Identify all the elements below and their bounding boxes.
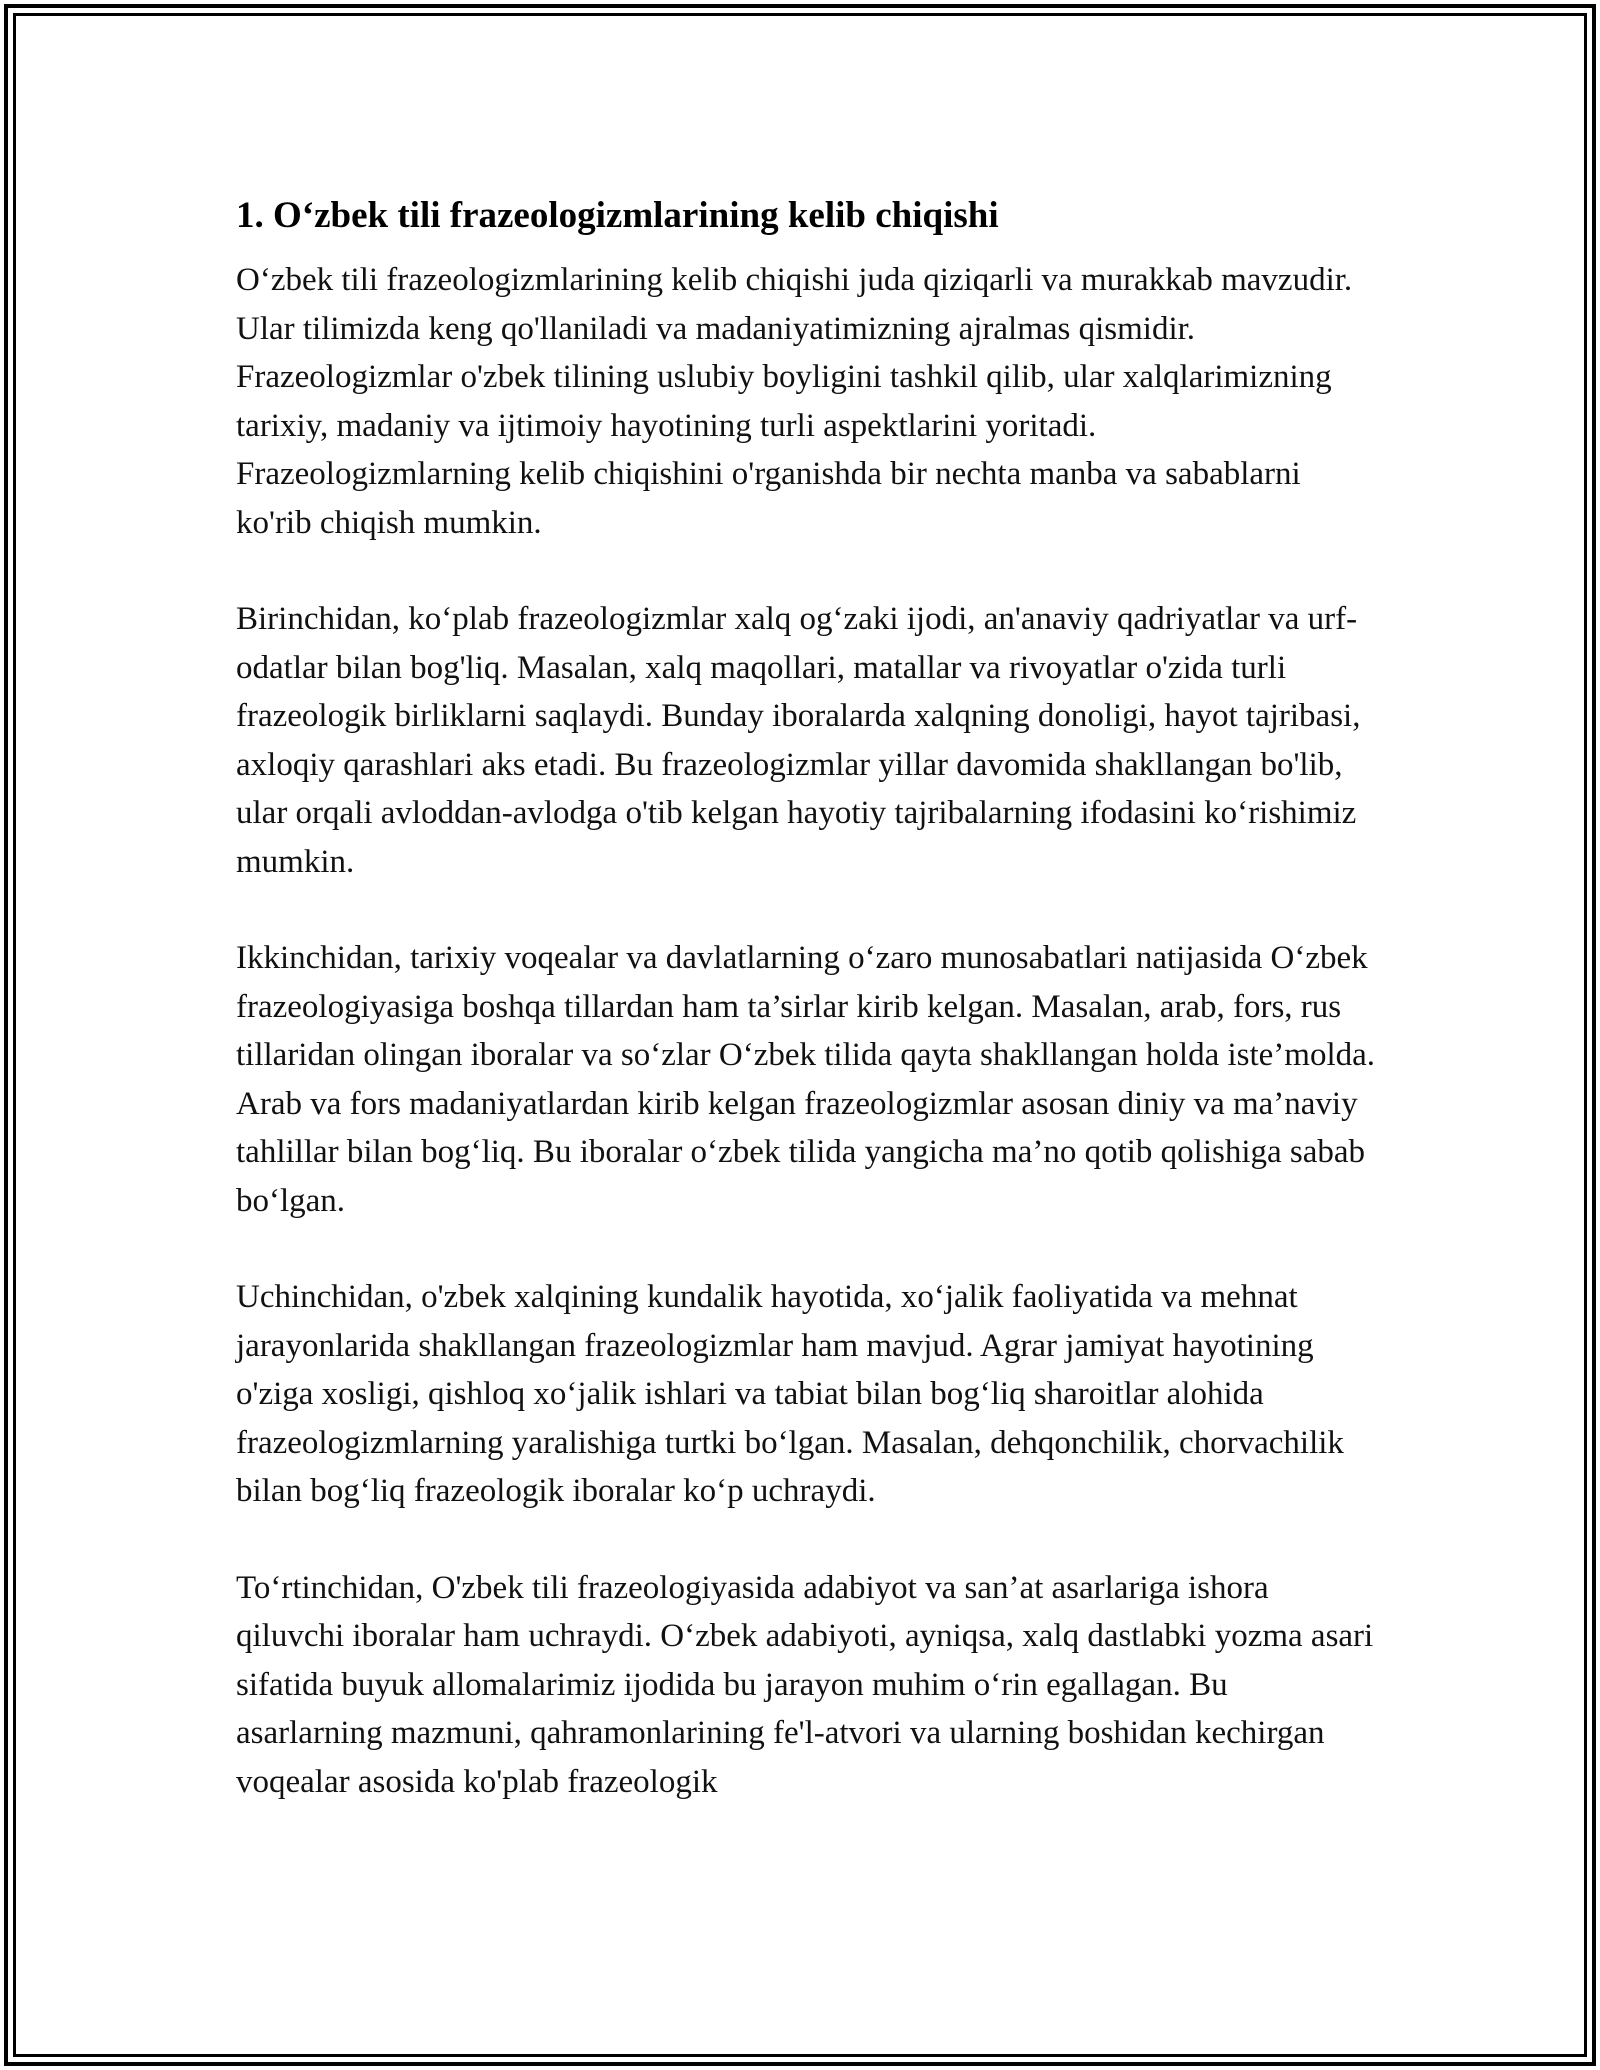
section-heading: 1. O‘zbek tili frazeologizmlarining kelib chiqishi xyxy=(236,195,999,236)
paragraph-third-point: Uchinchidan, o'zbek xalqining kundalik hayotida, xo‘jalik faoliyatida va mehnat jarayonlarida shakllangan frazeologizmlar ham mavjud. Agrar jamiyat hayotining o'ziga xosligi, qishloq xo‘jalik ishlari va tabiat bilan bog‘liq sharoitlar alohida frazeologizmlarning yaralishiga turtki bo‘lgan. Masalan, dehqonchilik, chorvachilik bilan bog‘liq frazeologik iboralar ko‘p uchraydi. xyxy=(236,1279,1344,1509)
paragraph-fourth-point: To‘rtinchidan, O'zbek tili frazeologiyasida adabiyot va san’at asarlariga ishora qiluvchi iboralar ham uchraydi. O‘zbek adabiyoti, ayniqsa, xalq dastlabki yozma asari sifatida buyuk allomalarimiz ijodida bu jarayon muhim o‘rin egallagan. Bu asarlarning mazmuni, qahramonlarining fe'l-atvori va ularning boshidan kechirgan voqealar asosida ko'plab frazeologik xyxy=(236,1569,1374,1800)
paragraph-first-point: Birinchidan, ko‘plab frazeologizmlar xalq og‘zaki ijodi, an'anaviy qadriyatlar va urf-odatlar bilan bog'liq. Masalan, xalq maqollari, matallar va rivoyatlar o'zida turli frazeologik birliklarni saqlaydi. Bunday iboralarda xalqning donoligi, hayot tajribasi, axloqiy qarashlari aks etadi. Bu frazeologizmlar yillar davomida shakllangan bo'lib, ular orqali avloddan-avlodga o'tib kelgan hayotiy tajribalarning ifodasini ko‘rishimiz mumkin. xyxy=(236,601,1361,880)
document-body xyxy=(236,188,1376,1806)
paragraph-second-point: Ikkinchidan, tarixiy voqealar va davlatlarning o‘zaro munosabatlari natijasida O‘zbek frazeologiyasiga boshqa tillardan ham ta’sirlar kirib kelgan. Masalan, arab, fors, rus tillaridan olingan iboralar va so‘zlar O‘zbek tilida qayta shakllangan holda iste’molda. Arab va fors madaniyatlardan kirib kelgan frazeologizmlar asosan diniy va ma’naviy tahlillar bilan bog‘liq. Bu iboralar o‘zbek tilida yangicha ma’no qotib qolishiga sabab bo‘lgan. xyxy=(236,940,1376,1219)
paragraph-intro: O‘zbek tili frazeologizmlarining kelib chiqishi juda qiziqarli va murakkab mavzudir. Ular tilimizda keng qo'llaniladi va madaniyatimizning ajralmas qismidir. Frazeologizmlar o'zbek tilining uslubiy boyligini tashkil qilib, ular xalqlarimizning tarixiy, madaniy va ijtimoiy hayotining turli aspektlarini yoritadi. Frazeologizmlarning kelib chiqishini o'rganishda bir nechta manba va sabablarni ko'rib chiqish mumkin. xyxy=(236,262,1353,541)
